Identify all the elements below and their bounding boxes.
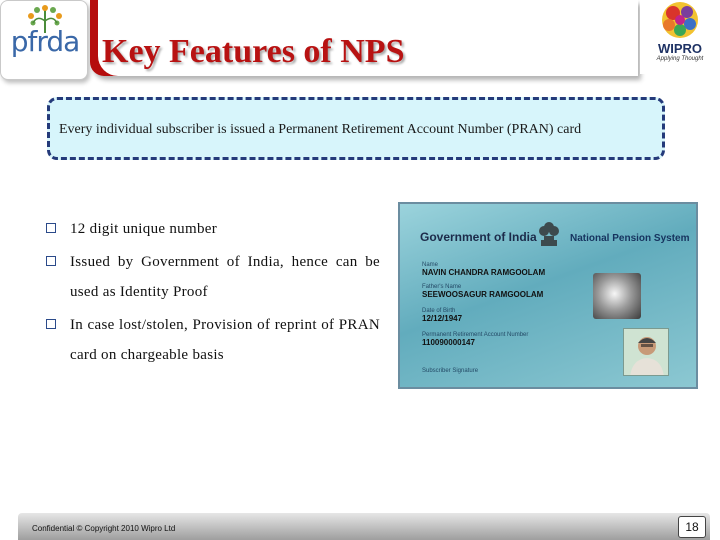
card-name: NAVIN CHANDRA RAMGOOLAM	[422, 268, 546, 277]
card-dob-label: Date of Birth	[422, 308, 456, 314]
card-dob: 12/12/1947	[422, 314, 463, 323]
wipro-tagline: Applying Thought	[656, 56, 704, 62]
banner-text: Every individual subscriber is issued a Permanent Retirement Account Number (PRAN) card	[59, 122, 582, 137]
subscriber-photo	[623, 328, 669, 376]
list-item-text: In case lost/stolen, Provision of reprint of PRAN card on chargeable basis	[70, 317, 380, 363]
feature-list	[44, 214, 380, 373]
person-photo-icon	[624, 329, 669, 376]
page-title: Key Features of NPS	[102, 33, 405, 70]
card-system: National Pension System	[570, 233, 690, 244]
title-bar	[90, 0, 638, 76]
wipro-logo	[640, 0, 720, 74]
hologram-icon	[593, 273, 641, 319]
card-name-label: Name	[422, 262, 439, 268]
list-item	[44, 310, 380, 370]
list-item-text: Issued by Government of India, hence can be used as Identity Proof	[70, 254, 380, 300]
card-signature-label: Subscriber Signature	[422, 368, 479, 374]
checkbox-bullet-icon	[46, 319, 56, 329]
list-item	[44, 214, 380, 244]
pfrda-logo-text: pfrda	[10, 25, 80, 58]
wipro-flower-icon	[640, 0, 720, 44]
page-number: 18	[678, 516, 706, 538]
checkbox-bullet-icon	[46, 256, 56, 266]
card-pran: 110090000147	[422, 338, 475, 347]
list-item-text: 12 digit unique number	[70, 221, 217, 237]
card-pran-label: Permanent Retirement Account Number	[422, 332, 529, 338]
footer-bar	[18, 513, 710, 540]
checkbox-bullet-icon	[46, 223, 56, 233]
card-father-label: Father's Name	[422, 284, 462, 290]
pfrda-logo	[0, 0, 88, 80]
card-issuer: Government of India	[420, 230, 537, 244]
pran-banner	[47, 97, 665, 160]
national-emblem-icon	[536, 218, 562, 252]
footer-confidential: Confidential © Copyright 2010 Wipro Ltd	[32, 524, 176, 533]
pran-card-image	[398, 202, 698, 389]
card-father: SEEWOOSAGUR RAMGOOLAM	[422, 290, 544, 299]
wipro-name: WIPRO	[657, 41, 703, 56]
list-item	[44, 247, 380, 307]
